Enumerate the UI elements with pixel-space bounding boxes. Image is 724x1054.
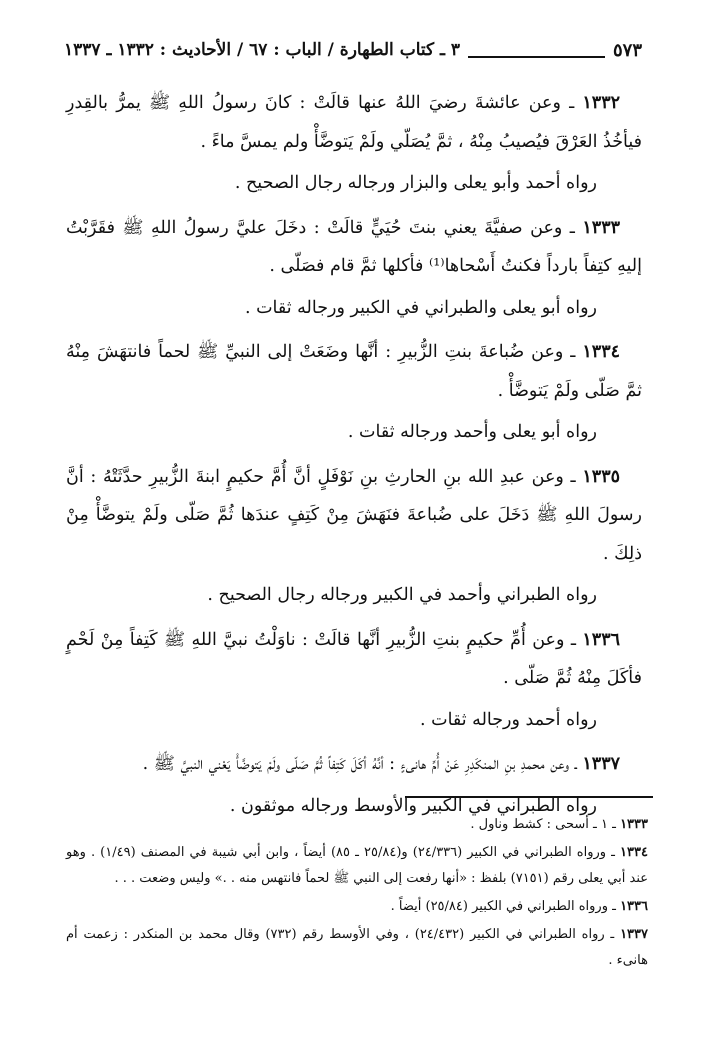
hadith-paragraph (66, 458, 642, 574)
hadith-number: ١٣٣٧ (582, 754, 620, 774)
narration-note: رواه أحمد وأبو يعلى والبزار ورجاله رجال الصحيح . (234, 173, 597, 193)
hadith-number: ١٣٣٦ (582, 629, 620, 650)
footnote-text: ـ ورواه الطبراني في الكبير (٢٤/٣٣٦) و(٢٥/٨٤ ـ ٨٥) أيضاً ، وابن أبي شيبة في المصنف (١/٤٩) . وهو عند أبي يعلى رقم (٧١٥١) بلفظ : «أنها رفعت إلى النبي ﷺ لحماً فانتهس منه . .» وليس وضعت . . . (66, 845, 648, 886)
hadith-text: ـ وعن محمدِ بنِ المنكَدِرِ عَنْ أُمِّ هانىءٍ : أنَّهُ أكَلَ كَتِفاً ثُمَّ صَلّى ولَمْ يَتوضَّأْ يَعْني النبيَّ ﷺ . (142, 754, 577, 774)
footnote-text: ـ ورواه الطبراني في الكبير (٢٥/٨٤) أيضاً . (390, 899, 616, 914)
footnote (66, 922, 648, 974)
hadith-number: ١٣٣٢ (582, 93, 620, 113)
hadith-number: ١٣٣٣ (582, 217, 620, 238)
footnote (66, 812, 648, 838)
footnote (66, 840, 648, 892)
narration-note: رواه أبو يعلى وأحمد ورجاله ثقات . (347, 422, 597, 442)
hadith-text: ـ وعن عبدِ الله بنِ الحارثِ بنِ نَوْفَلٍ أنَّ أُمَّ حكيمٍ ابنةَ الزُّبيرِ حدَّثَتْهُ : أنَّ رسولَ اللهِ ﷺ دَخَلَ على ضُباعةَ فنَهَشَ مِنْ كَتِفٍ عندَها ثُمَّ صَلّى ولَمْ يتوضَّأْ مِنْ ذلِكَ . (66, 466, 642, 564)
footnote-number: ١٣٣٧ (620, 927, 648, 942)
hadith-text: ـ وعن ضُباعةَ بنتِ الزُّبيرِ : أنَّها وضَعَتْ إلى النبيِّ ﷺ لحماً فانتهَشَ مِنْهُ ثمَّ صَلّى ولَمْ يَتوضَّأْ . (66, 342, 642, 401)
footnotes (66, 812, 648, 976)
footnote-number: ١٣٣٦ (620, 899, 648, 914)
hadith-text: ـ وعن أُمِّ حكيمٍ بنتِ الزُّبيرِ أنَّها قالَتْ : ناوَلْتُ نبيَّ اللهِ ﷺ كَتِفاً مِنْ لَحْمٍ فأكَلَ مِنْهُ ثُمَّ صَلّى . (66, 629, 642, 688)
narration-note: رواه أحمد ورجاله ثقات . (419, 709, 597, 730)
footnote-number: ١٣٣٤ (620, 845, 648, 860)
narration-note: رواه أبو يعلى والطبراني في الكبير ورجاله ثقات . (244, 297, 597, 318)
hadith-paragraph (66, 84, 642, 161)
hadith-paragraph (66, 333, 642, 410)
main-text (66, 84, 642, 831)
footnote-number: ١٣٣٣ (620, 817, 648, 832)
hadith-number: ١٣٣٥ (582, 466, 620, 487)
running-header (64, 34, 642, 66)
narration-note: رواه الطبراني في الكبير والأوسط ورجاله موثقون . (229, 795, 597, 816)
hadith-paragraph (66, 745, 642, 784)
hadith-text: ـ وعن صفيَّةَ يعني بنتَ حُيَيٍّ قالَتْ : دخَلَ عليَّ رسولُ اللهِ ﷺ فقَرَّبْتُ إليهِ كتِفاً بارداً فكنتُ أَسْحاها⁽¹⁾ فأكلها ثمَّ قام فصَلّى . (66, 217, 642, 276)
narration-note: رواه الطبراني وأحمد في الكبير ورجاله رجال الصحيح . (207, 585, 597, 605)
footnote-text: ـ ١ ـ أسحى : كشط وناول . (470, 817, 616, 832)
chapter-breadcrumb: ٣ ـ كتاب الطهارة / الباب : ٦٧ / الأحاديث : ١٣٣٢ ـ ١٣٣٧ (64, 40, 461, 60)
footnote (66, 894, 648, 920)
footnote-text: ـ رواه الطبراني في الكبير (٢٤/٤٣٢) ، وفي الأوسط رقم (٧٣٢) وقال محمد بن المنكدر : زعمت أم هانىء . (66, 927, 648, 968)
footnote-separator (405, 796, 653, 798)
hadith-number: ١٣٣٤ (582, 342, 620, 362)
page-number: ٥٧٣ (612, 39, 642, 61)
hadith-paragraph (66, 209, 642, 286)
header-rule (468, 42, 605, 58)
hadith-text: ـ وعن عائشةَ رضيَ اللهُ عنها قالَتْ : كانَ رسولُ اللهِ ﷺ يمرُّ بالقِدرِ فيأخُذُ العَرْقَ فيُصيبُ مِنْهُ ، ثمَّ يُصَلّي ولَمْ يَتوضَّأْ ولم يمسَّ ماءً . (66, 93, 642, 152)
hadith-paragraph (66, 621, 642, 698)
